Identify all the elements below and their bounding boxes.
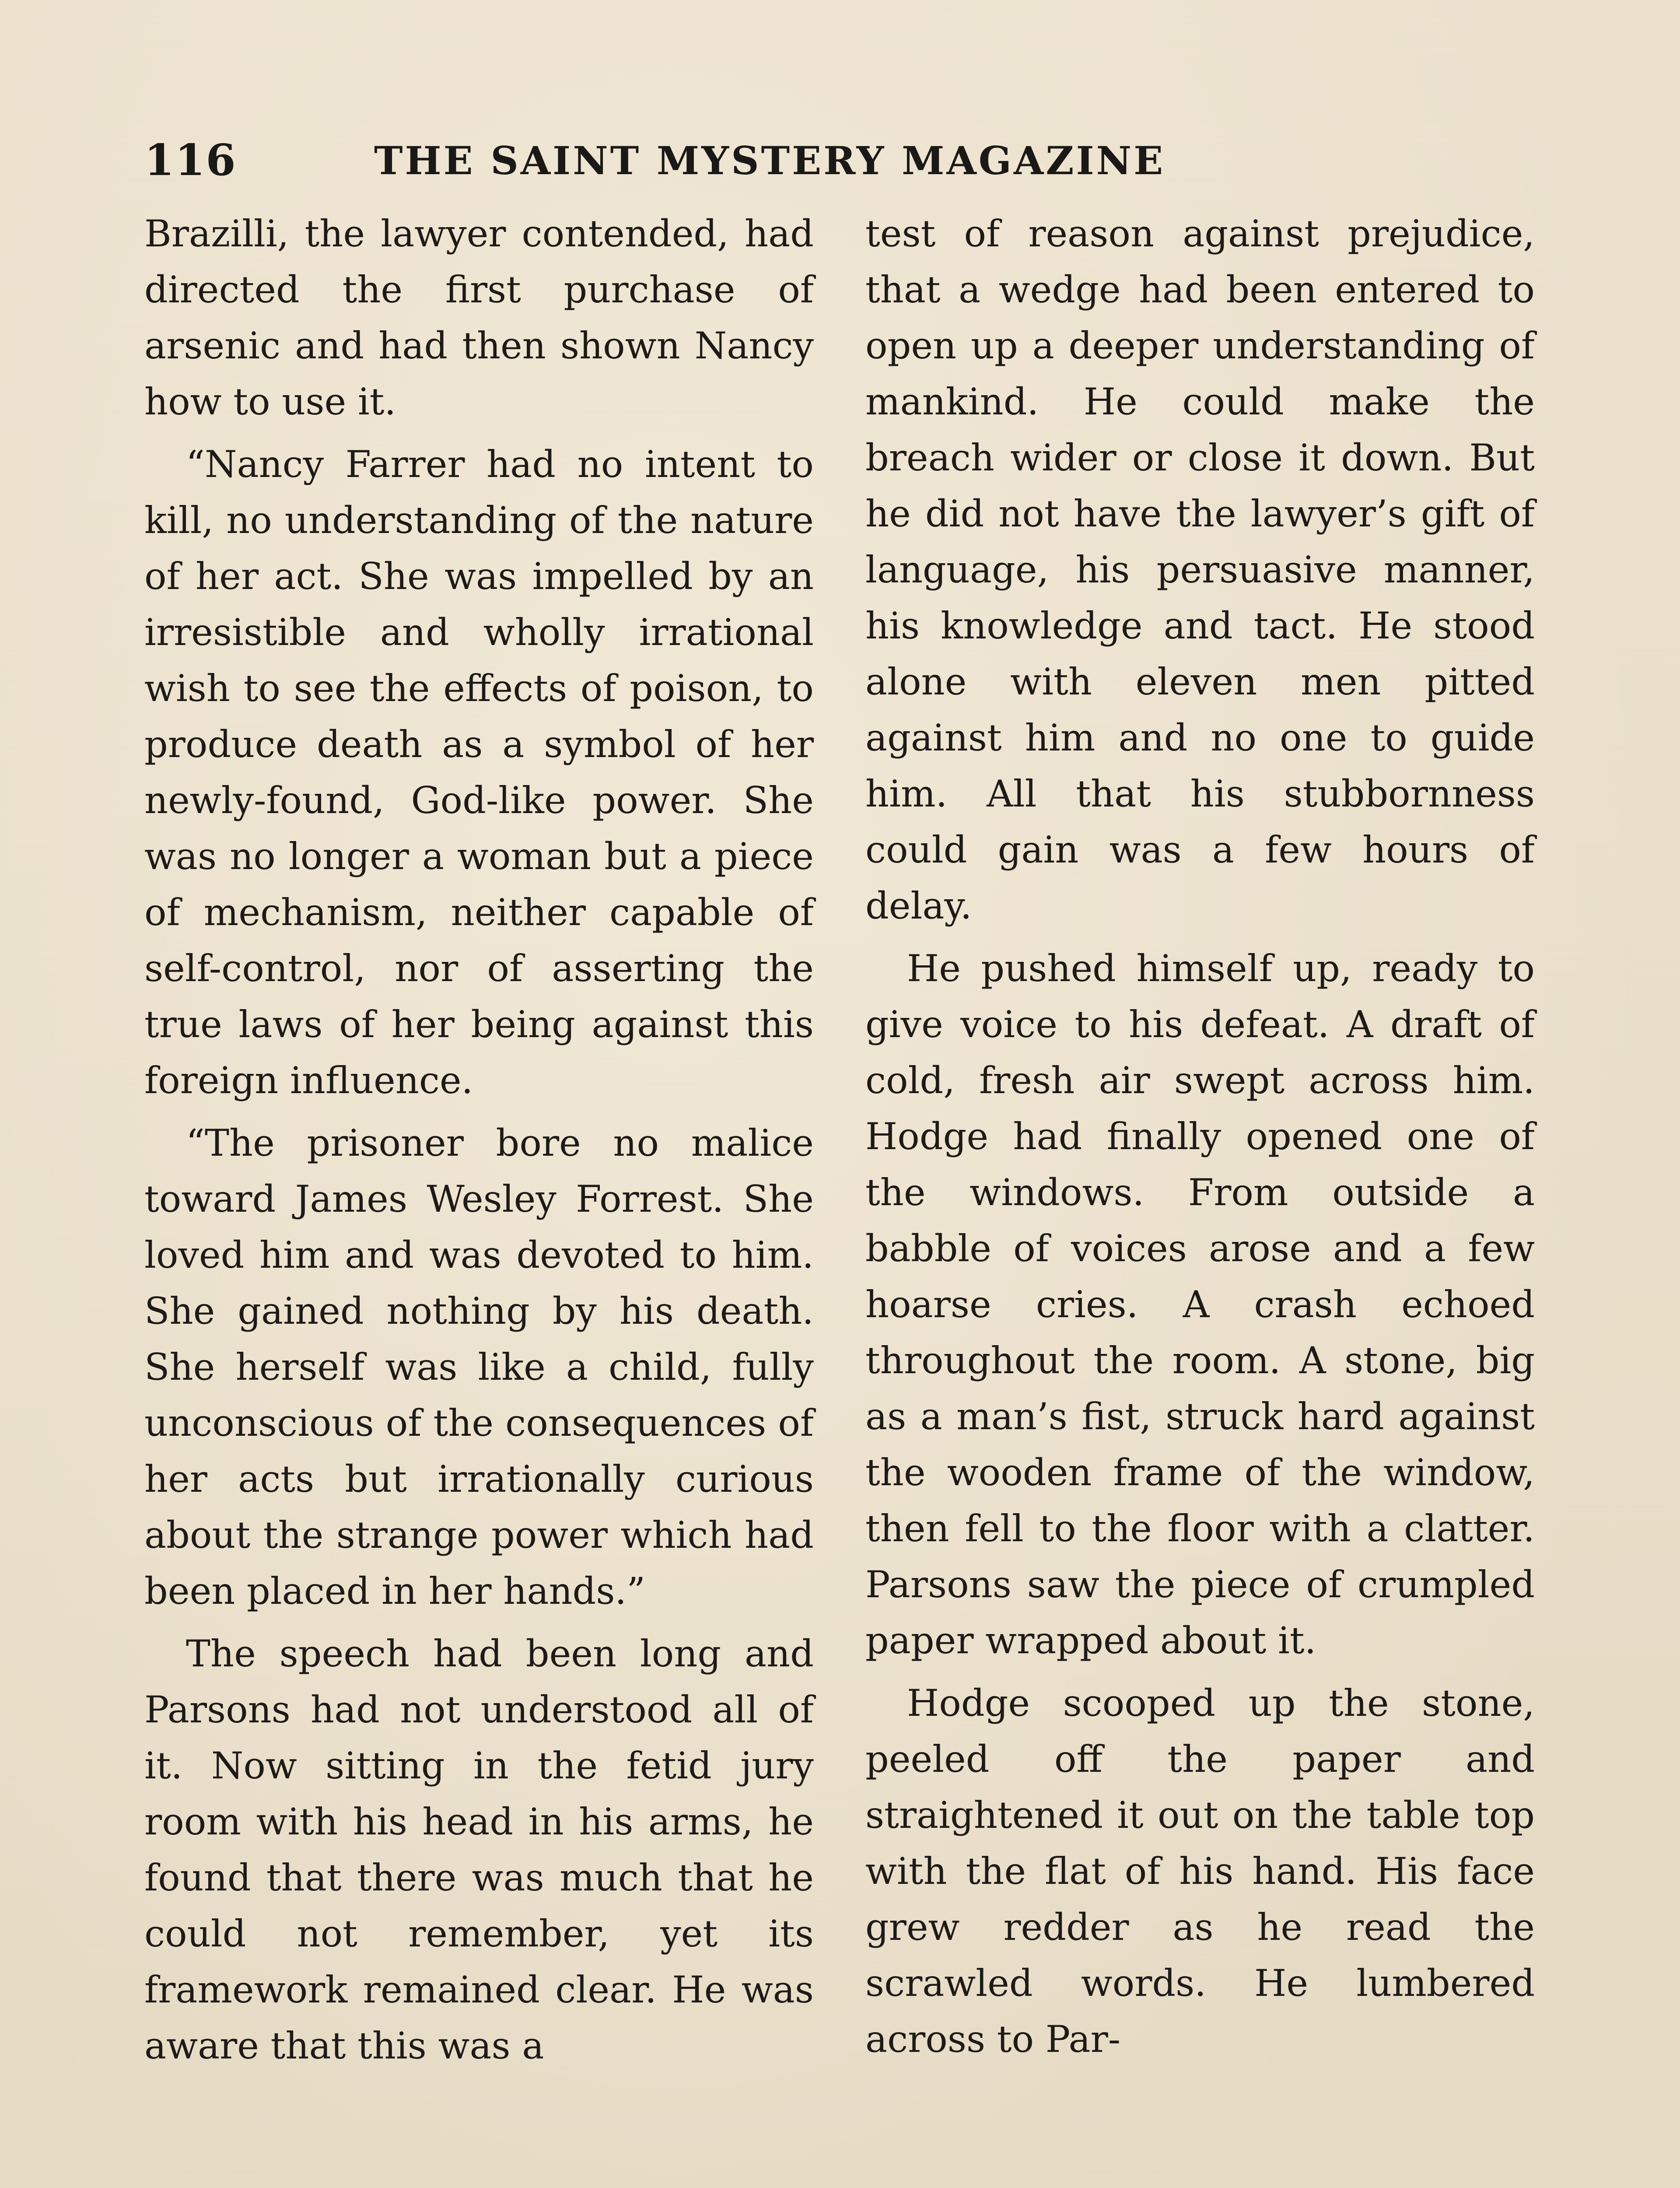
magazine-title: THE SAINT MYSTERY MAGAZINE xyxy=(374,138,1166,183)
paragraph: He pushed himself up, ready to give voice to his defeat. A draft of cold, fresh air swept across him. Hodge had finally opened one of the windows. From outside a babble of voices arose and a few hoarse cries. A crash echoed throughout the room. A stone, big as a man’s fist, struck hard against the wooden frame of the window, then fell to the floor with a clatter. Parsons saw the piece of crumpled paper wrapped about it. xyxy=(865,947,1535,1662)
right-column xyxy=(865,206,1535,2074)
paragraph: Hodge scooped up the stone, peeled off the paper and straightened it out on the table top with the flat of his hand. His face grew redder as he read the scrawled words. He lumbered across to Par- xyxy=(865,1682,1535,2061)
paragraph: The speech had been long and Parsons had not understood all of it. Now sitting in the fetid jury room with his head in his arms, he found that there was much that he could not remember, yet its framework remained clear. He was aware that this was a xyxy=(144,1632,814,2067)
left-column xyxy=(144,206,814,2080)
paragraph: Brazilli, the lawyer contended, had directed the first purchase of arsenic and had then shown Nancy how to use it. xyxy=(144,212,814,423)
paragraph: “The prisoner bore no malice toward James Wesley Forrest. She loved him and was devoted to him. She gained nothing by his death. She herself was like a child, fully unconscious of the consequences of her acts but irrationally curious about the strange power which had been placed in her hands.” xyxy=(144,1122,814,1613)
paragraph: “Nancy Farrer had no intent to kill, no understanding of the nature of her act. She was impelled by an irresistible and wholly irrational wish to see the effects of poison, to produce death as a symbol of her newly-found, God-like power. She was no longer a woman but a piece of mechanism, neither capable of self-control, nor of asserting the true laws of her being against this foreign influence. xyxy=(144,443,814,1102)
paragraph: test of reason against prejudice, that a wedge had been entered to open up a deeper understanding of mankind. He could make the breach wider or close it down. But he did not have the lawyer’s gift of language, his persuasive manner, his knowledge and tact. He stood alone with eleven men pitted against him and no one to guide him. All that his stubbornness could gain was a few hours of delay. xyxy=(865,212,1535,927)
running-head xyxy=(144,128,1264,193)
page-number: 116 xyxy=(144,135,237,186)
